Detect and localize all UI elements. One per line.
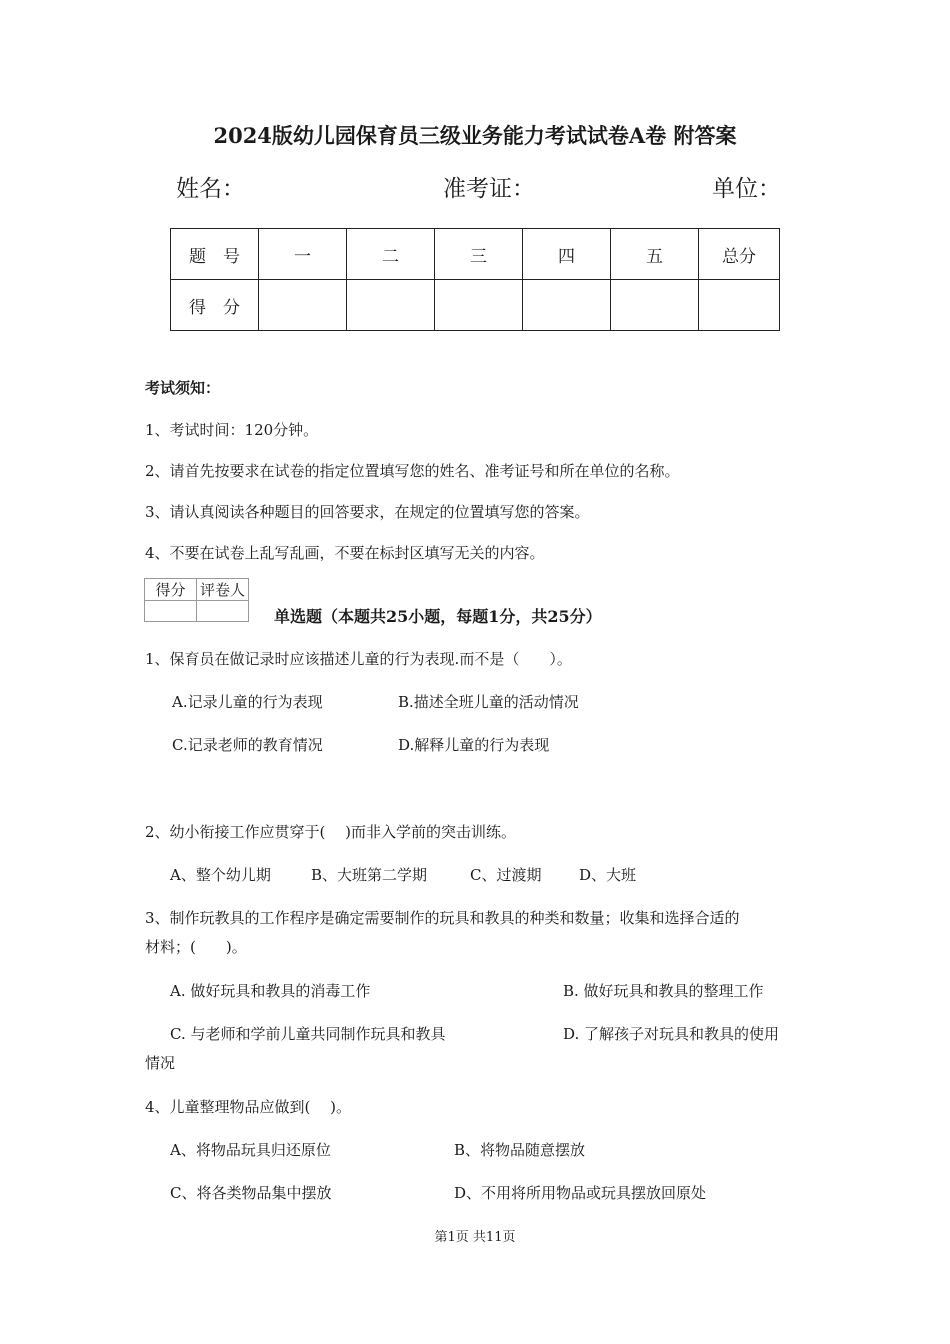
- question-3-option-d-cont: 情况: [145, 1054, 176, 1072]
- unit-label: 单位：: [712, 176, 781, 202]
- notice-item: 1、考试时间：120分钟。: [145, 421, 319, 439]
- score-cell[interactable]: [611, 280, 699, 331]
- grader-score-label: 得分: [145, 579, 197, 601]
- question-3-option-a[interactable]: A. 做好玩具和教具的消毒工作: [170, 982, 371, 1000]
- question-1-option-d[interactable]: D.解释儿童的行为表现: [398, 736, 550, 754]
- page-footer: 第1页 共11页: [434, 1230, 516, 1245]
- question-3-stem-cont: 材料；( )。: [145, 938, 247, 956]
- grader-name-cell[interactable]: [197, 601, 249, 622]
- notice-heading: 考试须知：: [145, 379, 221, 397]
- grader-name-label: 评卷人: [197, 579, 249, 601]
- question-2-option-d[interactable]: D、大班: [579, 866, 637, 884]
- score-row-label: 得 分: [171, 280, 259, 331]
- exam-id-label: 准考证：: [443, 176, 535, 202]
- question-1-option-c[interactable]: C.记录老师的教育情况: [172, 736, 323, 754]
- score-header-cell: 五: [611, 229, 699, 280]
- question-1-option-a[interactable]: A.记录儿童的行为表现: [172, 693, 323, 711]
- score-table-score-row: [171, 280, 780, 331]
- question-3-stem: 3、制作玩教具的工作程序是确定需要制作的玩具和教具的种类和数量；收集和选择合适的: [145, 909, 740, 927]
- grader-box: [144, 578, 249, 622]
- score-cell[interactable]: [435, 280, 523, 331]
- notice-item: 4、不要在试卷上乱写乱画，不要在标封区填写无关的内容。: [145, 544, 545, 562]
- section-heading: 单选题（本题共25小题，每题1分，共25分）: [274, 607, 602, 626]
- score-header-cell: 一: [259, 229, 347, 280]
- question-4-option-d[interactable]: D、不用将所用物品或玩具摆放回原处: [454, 1184, 707, 1202]
- question-1-option-b[interactable]: B.描述全班儿童的活动情况: [398, 693, 579, 711]
- score-header-cell: 三: [435, 229, 523, 280]
- score-cell[interactable]: [699, 280, 780, 331]
- score-header-cell: 题 号: [171, 229, 259, 280]
- question-4-option-b[interactable]: B、将物品随意摆放: [454, 1141, 586, 1159]
- question-3-option-c[interactable]: C. 与老师和学前儿童共同制作玩具和教具: [170, 1025, 446, 1043]
- score-cell[interactable]: [259, 280, 347, 331]
- question-4-stem: 4、儿童整理物品应做到( )。: [145, 1098, 352, 1116]
- question-2-option-a[interactable]: A、整个幼儿期: [170, 866, 271, 884]
- question-3-option-b[interactable]: B. 做好玩具和教具的整理工作: [563, 982, 764, 1000]
- question-4-option-c[interactable]: C、将各类物品集中摆放: [170, 1184, 332, 1202]
- question-2-option-c[interactable]: C、过渡期: [470, 866, 542, 884]
- notice-item: 3、请认真阅读各种题目的回答要求，在规定的位置填写您的答案。: [145, 503, 590, 521]
- question-4-option-a[interactable]: A、将物品玩具归还原位: [170, 1141, 331, 1159]
- grader-score-cell[interactable]: [145, 601, 197, 622]
- score-header-cell: 总分: [699, 229, 780, 280]
- notice-item: 2、请首先按要求在试卷的指定位置填写您的姓名、准考证号和所在单位的名称。: [145, 462, 680, 480]
- score-table: [170, 228, 780, 331]
- score-cell[interactable]: [347, 280, 435, 331]
- score-cell[interactable]: [523, 280, 611, 331]
- question-3-option-d[interactable]: D. 了解孩子对玩具和教具的使用: [563, 1025, 780, 1043]
- question-2-option-b[interactable]: B、大班第二学期: [311, 866, 428, 884]
- name-label: 姓名：: [176, 176, 245, 202]
- page-title: 2024版幼儿园保育员三级业务能力考试试卷A卷 附答案: [213, 123, 737, 148]
- question-2-stem: 2、幼小衔接工作应贯穿于( )而非入学前的突击训练。: [145, 823, 517, 841]
- question-1-stem: 1、保育员在做记录时应该描述儿童的行为表现.而不是（ ）。: [145, 650, 572, 668]
- score-header-cell: 二: [347, 229, 435, 280]
- score-header-cell: 四: [523, 229, 611, 280]
- score-table-header-row: [171, 229, 780, 280]
